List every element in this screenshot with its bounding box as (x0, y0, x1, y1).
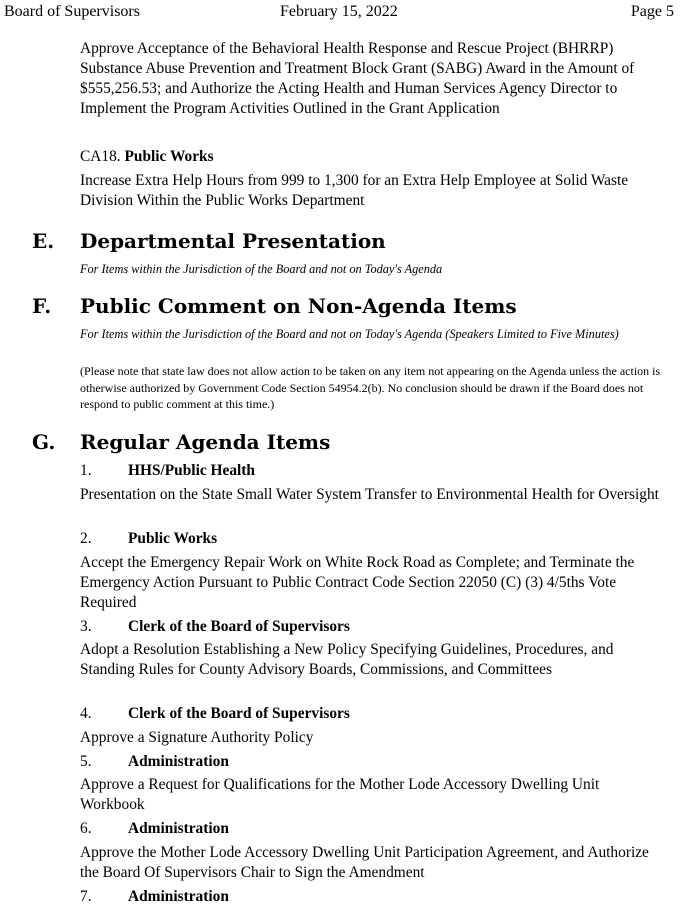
agenda-item-description: Adopt a Resolution Establishing a New Policy Specifying Guidelines, Procedures, and Standing Rules for County Advisory Boards, Commissions, and Committees (80, 641, 614, 678)
agenda-item-department: Public Works (124, 148, 214, 165)
agenda-item-department: Administration (128, 753, 229, 770)
agenda-item-department: Clerk of the Board of Supervisors (128, 618, 350, 635)
page-header (4, 3, 674, 23)
section-f-letter: F. (32, 294, 52, 318)
section-e-subtitle: For Items within the Jurisdiction of the Board and not on Today's Agenda (80, 262, 443, 276)
section-e-title: Departmental Presentation (80, 229, 386, 253)
agenda-item-department: Administration (128, 888, 229, 905)
agenda-item-heading (80, 887, 229, 907)
agenda-item-description: Approve a Request for Qualifications for the Mother Lode Accessory Dwelling Unit Workbook (80, 776, 600, 813)
agenda-item-number: 6. (80, 820, 92, 837)
agenda-item-ca18-heading (80, 147, 214, 167)
section-f-subtitle: For Items within the Jurisdiction of the Board and not on Today's Agenda (Speakers Limited to Five Minutes) (80, 327, 619, 341)
agenda-item-heading (80, 819, 229, 839)
agenda-item-heading (80, 461, 255, 481)
section-e-letter: E. (32, 229, 55, 253)
agenda-item-number: CA18. (80, 148, 121, 165)
agenda-item-description: Approve a Signature Authority Policy (80, 729, 314, 746)
agenda-item-number: 2. (80, 530, 92, 547)
agenda-item-number: 3. (80, 618, 92, 635)
agenda-item-description: Approve the Mother Lode Accessory Dwelling Unit Participation Agreement, and Authorize the Board Of Supervisors Chair to Sign the Amendment (80, 844, 649, 881)
section-f-title: Public Comment on Non-Agenda Items (80, 294, 517, 318)
agenda-item-description: Accept the Emergency Repair Work on White Rock Road as Complete; and Terminate the Emergency Action Pursuant to Public Contract Code Section 22050 (C) (3) 4/5ths Vote Required (80, 554, 635, 611)
agenda-item-number: 4. (80, 705, 92, 722)
header-date: February 15, 2022 (280, 3, 398, 20)
agenda-item-department: Clerk of the Board of Supervisors (128, 705, 350, 722)
section-g-title: Regular Agenda Items (80, 430, 331, 454)
continued-item-description: Approve Acceptance of the Behavioral Health Response and Rescue Project (BHRRP) Substance Abuse Prevention and Treatment Block Grant (SABG) Award in the Amount of $555,256.53; and Authorize the Acting Health and Human Services Agency Director to Implement the Program Activities Outlined in the Grant Application (80, 40, 635, 117)
agenda-item-number: 5. (80, 753, 92, 770)
agenda-item-heading (80, 617, 350, 637)
agenda-item-number: 7. (80, 888, 92, 905)
section-f-note: (Please note that state law does not allow action to be taken on any item not appearing on the Agenda unless the action is otherwise authorized by Government Code Section 54954.2(b). No conclusion should be drawn if the Board does not respond to public comment at this time.) (80, 364, 661, 411)
header-page-number: Page 5 (630, 3, 674, 20)
agenda-item-description: Presentation on the State Small Water System Transfer to Environmental Health for Oversight (80, 486, 659, 503)
agenda-item-heading (80, 752, 229, 772)
agenda-item-heading (80, 704, 350, 724)
agenda-item-ca18-description: Increase Extra Help Hours from 999 to 1,300 for an Extra Help Employee at Solid Waste Division Within the Public Works Department (80, 172, 629, 209)
agenda-item-number: 1. (80, 462, 92, 479)
agenda-item-department: Administration (128, 820, 229, 837)
agenda-item-heading (80, 529, 217, 549)
section-g-letter: G. (32, 430, 56, 454)
header-board-name: Board of Supervisors (4, 3, 140, 20)
agenda-item-department: Public Works (128, 530, 218, 547)
agenda-item-department: HHS/Public Health (128, 462, 255, 479)
